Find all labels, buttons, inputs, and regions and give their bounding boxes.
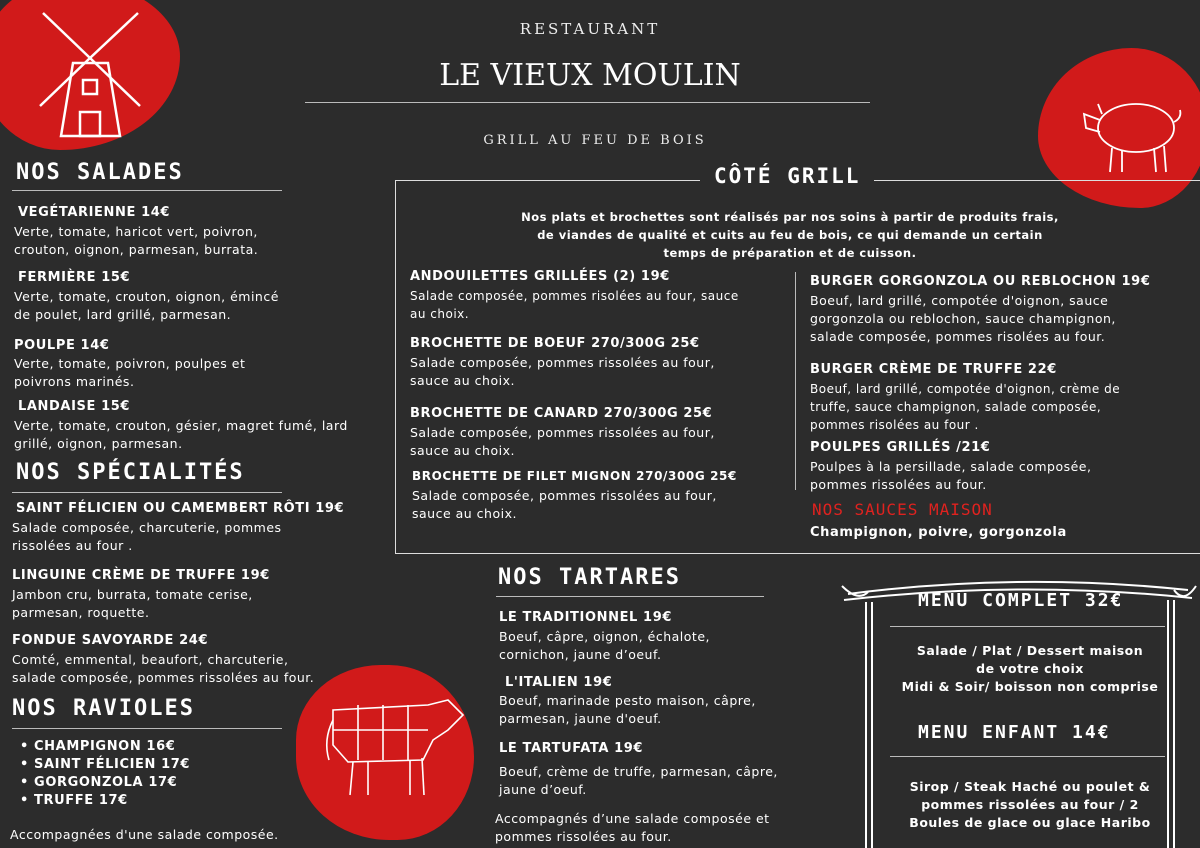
ravioles-divider [12,728,282,729]
menu-divider [890,756,1165,757]
item-name: POULPES GRILLÉS /21€ [810,440,991,455]
menu-divider [890,626,1165,627]
tartares-title: NOS TARTARES [498,565,681,590]
grill-title: CÔTÉ GRILL [700,164,874,188]
item-name: ANDOUILETTES GRILLÉES (2) 19€ [410,269,670,284]
item-name: FONDUE SAVOYARDE 24€ [12,633,209,648]
item-desc: Salade composée, charcuterie, pommes rissolées au four . [12,520,282,553]
item-desc: Comté, emmental, beaufort, charcuterie, salade composée, pommes rissolées au four. [12,652,315,685]
restaurant-label: RESTAURANT [519,20,661,38]
sauces-title: NOS SAUCES MAISON [812,500,993,519]
item-name: POULPE 14€ [14,338,110,353]
menu-complet-title: MENU COMPLET 32€ [918,590,1124,611]
item-desc: Jambon cru, burrata, tomate cerise, parmesan, roquette. [12,587,253,620]
item-desc: Boeuf, marinade pesto maison, câpre, parmesan, jaune d'oeuf. [499,693,756,726]
item-name: BROCHETTE DE CANARD 270/300G 25€ [410,406,713,421]
list-item: • CHAMPIGNON 16€ [20,738,190,756]
item-name: L'ITALIEN 19€ [505,675,613,690]
item-desc: Salade composée, pommes rissolées au four, sauce au choix. [410,425,715,458]
tartares-note: Accompagnés d’une salade composée et pommes rissolées au four. [495,811,770,844]
ravioles-note: Accompagnées d'une salade composée. [10,827,279,842]
list-item: • GORGONZOLA 17€ [20,774,190,792]
item-desc: Poulpes à la persillade, salade composée, pommes rissolées au four. [810,459,1092,492]
tagline: GRILL AU FEU DE BOIS [483,133,707,148]
list-item: • TRUFFE 17€ [20,792,190,810]
sauces-list: Champignon, poivre, gorgonzola [810,525,1067,540]
item-desc: Salade composée, pommes rissolées au four, sauce au choix. [412,488,717,521]
item-name: LINGUINE CRÈME DE TRUFFE 19€ [12,568,270,583]
item-name: BURGER CRÈME DE TRUFFE 22€ [810,362,1057,377]
item-desc: Salade composée, pommes rissolées au four, sauce au choix. [410,355,715,388]
salades-divider [12,190,282,191]
item-desc: Boeuf, câpre, oignon, échalote, cornichon, jaune d’oeuf. [499,629,710,662]
item-name: VEGÉTARIENNE 14€ [18,205,171,220]
menu-enfant-desc: Sirop / Steak Haché ou poulet & pommes rissolées au four / 2 Boules de glace ou glace Haribo [909,779,1151,830]
menu-enfant-title: MENU ENFANT 14€ [918,722,1111,743]
cow-icon [318,690,468,800]
header-divider [305,102,870,103]
windmill-icon [28,8,153,143]
item-name: FERMIÈRE 15€ [18,270,131,285]
item-desc: Verte, tomate, crouton, oignon, émincé de poulet, lard grillé, parmesan. [14,289,279,322]
item-desc: Verte, tomate, poivron, poulpes et poivrons marinés. [14,356,246,389]
item-desc: Boeuf, lard grillé, compotée d'oignon, sauce gorgonzola ou reblochon, sauce champignon, salade composée, pommes risolées au four. [810,293,1116,344]
item-desc: Boeuf, crème de truffe, parmesan, câpre, jaune d’oeuf. [499,764,778,797]
pig-icon [1078,80,1188,175]
salade-item-1 [18,205,170,220]
ravioles-title: NOS RAVIOLES [12,696,195,721]
item-desc: Salade composée, pommes risolées au four, sauce au choix. [410,289,739,321]
item-name: BURGER GORGONZOLA OU REBLOCHON 19€ [810,274,1151,289]
specialites-title: NOS SPÉCIALITÉS [16,460,245,485]
tartares-divider [496,596,764,597]
specialites-divider [12,492,282,493]
grill-column-divider [795,272,796,490]
item-name: LE TRADITIONNEL 19€ [499,610,672,625]
item-name: BROCHETTE DE BOEUF 270/300G 25€ [410,336,700,351]
item-name: BROCHETTE DE FILET MIGNON 270/300G 25€ [412,469,737,483]
salades-title: NOS SALADES [16,160,184,185]
item-desc: Verte, tomate, crouton, gésier, magret fumé, lard grillé, oignon, parmesan. [14,418,348,451]
item-desc: Verte, tomate, haricot vert, poivron, crouton, oignon, parmesan, burrata. [14,224,259,257]
item-name: SAINT FÉLICIEN OU CAMEMBERT RÔTI 19€ [16,501,345,516]
ravioles-list [20,738,190,810]
list-item: • SAINT FÉLICIEN 17€ [20,756,190,774]
item-name: LE TARTUFATA 19€ [499,741,644,756]
item-desc: Boeuf, lard grillé, compotée d'oignon, crème de truffe, sauce champignon, salade composée, pommes risolées au four . [810,382,1121,432]
grill-intro: Nos plats et brochettes sont réalisés par nos soins à partir de produits frais, de viandes de qualité et cuits au feu de bois, ce qui demande un certain temps de préparation et de cuisson. [521,210,1059,260]
restaurant-name: LE VIEUX MOULIN [439,58,741,93]
menu-complet-desc: Salade / Plat / Dessert maison de votre choix Midi & Soir/ boisson non comprise [901,643,1159,694]
item-name: LANDAISE 15€ [18,399,131,414]
